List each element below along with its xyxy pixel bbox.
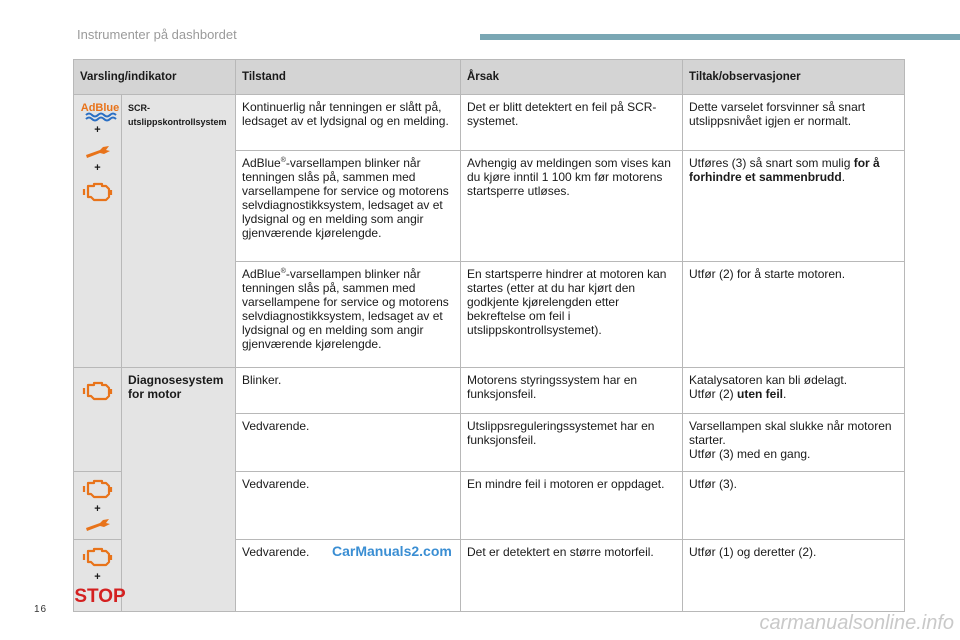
column-header: Varsling/indikator <box>74 60 236 95</box>
indicator-icons-scr <box>74 95 122 368</box>
cell-arsak: En startsperre hindrer at motoren kan startes (etter at du har kjørt den godkjente kjørelengden etter bekreftelse om feil i utslippskontrollsystemet). <box>461 262 683 368</box>
plus-sign: + <box>94 162 101 174</box>
cell-arsak: Det er detektert en større motorfeil. <box>461 540 683 612</box>
cell-arsak: Utslippsreguleringssystemet har en funksjonsfeil. <box>461 414 683 472</box>
adblue-word: AdBlue <box>242 156 281 170</box>
cell-arsak: Avhengig av meldingen som vises kan du kjøre inntil 1 100 km før motorens startsperre utløses. <box>461 151 683 262</box>
wrench-icon <box>84 517 112 533</box>
cell-tiltak <box>683 151 905 262</box>
cell-text: Utfør (2) <box>689 387 737 401</box>
table-header-row <box>74 60 905 95</box>
group-label-scr <box>122 95 236 368</box>
cell-text: . <box>841 170 846 184</box>
cell-tiltak <box>683 414 905 472</box>
cell-tilstand: Vedvarende. <box>236 414 461 472</box>
engine-icon <box>82 477 114 501</box>
cell-text: Utfør (3) med en gang. <box>689 447 811 461</box>
header-accent-bar <box>480 34 960 40</box>
cell-bold-text: for å forhindre et sammenbrudd <box>689 156 880 184</box>
registered-mark: ® <box>280 268 286 275</box>
indicator-icons-engine-wrench <box>74 472 122 540</box>
cell-text: Katalysatoren kan bli ødelagt. <box>689 373 848 387</box>
cell-tiltak: Utfør (3). <box>683 472 905 540</box>
cell-bold-text: uten feil <box>737 387 784 401</box>
column-header: Tilstand <box>236 60 461 95</box>
page-section-title: Instrumenter på dashbordet <box>77 27 237 42</box>
engine-icon <box>82 379 114 403</box>
table-row <box>74 95 905 151</box>
warning-lights-table <box>73 59 905 612</box>
watermark-link[interactable]: CarManuals2.com <box>332 543 452 559</box>
cell-arsak: Motorens styringssystem har en funksjonsfeil. <box>461 368 683 414</box>
adblue-icon <box>80 100 120 122</box>
wrench-icon <box>84 144 112 160</box>
footer-watermark: carmanualsonline.info <box>759 612 954 634</box>
cell-arsak: Det er blitt detektert en feil på SCR-systemet. <box>461 95 683 151</box>
table-row <box>74 368 905 414</box>
column-header: Årsak <box>461 60 683 95</box>
cell-tilstand <box>236 151 461 262</box>
adblue-word: AdBlue <box>242 267 281 281</box>
page-number: 16 <box>34 604 48 615</box>
group-label-text: SCR-utslippskontrollsystem <box>128 103 227 127</box>
cell-tiltak <box>683 368 905 414</box>
cell-text: -varsellampen blinker når tenningen slås på, sammen med varsellampene for service og motorens selvdiagnostikksystem, ledsaget av et lydsignal og en melding som angir gjenværende kjørelengde. <box>242 156 449 240</box>
plus-sign: + <box>94 571 101 583</box>
adblue-icon-text: AdBlue <box>80 102 120 114</box>
cell-text: Varsellampen skal slukke når motoren starter. <box>689 419 892 447</box>
cell-tilstand: Vedvarende. <box>236 540 461 612</box>
registered-mark: ® <box>280 157 286 164</box>
cell-text: Utføres (3) så snart som mulig <box>689 156 854 170</box>
indicator-icons-engine <box>74 368 122 472</box>
cell-text: . <box>783 387 787 401</box>
cell-arsak: En mindre feil i motoren er oppdaget. <box>461 472 683 540</box>
plus-sign: + <box>94 124 101 136</box>
engine-icon <box>82 180 114 204</box>
stop-icon <box>74 585 126 607</box>
cell-tilstand <box>236 262 461 368</box>
engine-icon <box>82 545 114 569</box>
indicator-icons-engine-stop <box>74 540 126 612</box>
plus-sign: + <box>94 503 101 515</box>
cell-tiltak: Utfør (1) og deretter (2). <box>683 540 905 612</box>
cell-tilstand: Vedvarende. <box>236 472 461 540</box>
stop-icon-text: STOP <box>74 586 126 607</box>
group-label-diagnose: Diagnosesystem for motor <box>122 368 236 612</box>
cell-tilstand: Kontinuerlig når tenningen er slått på, ledsaget av et lydsignal og en melding. <box>236 95 461 151</box>
cell-tilstand: Blinker. <box>236 368 461 414</box>
cell-tiltak: Utfør (2) for å starte motoren. <box>683 262 905 368</box>
cell-text: -varsellampen blinker når tenningen slås på, sammen med varsellampene for service og motorens selvdiagnostikksystem, ledsaget av et lydsignal og en melding som angir gjenværende kjørelengde. <box>242 267 449 351</box>
cell-tiltak: Dette varselet forsvinner så snart utslippsnivået igjen er normalt. <box>683 95 905 151</box>
column-header: Tiltak/observasjoner <box>683 60 905 95</box>
